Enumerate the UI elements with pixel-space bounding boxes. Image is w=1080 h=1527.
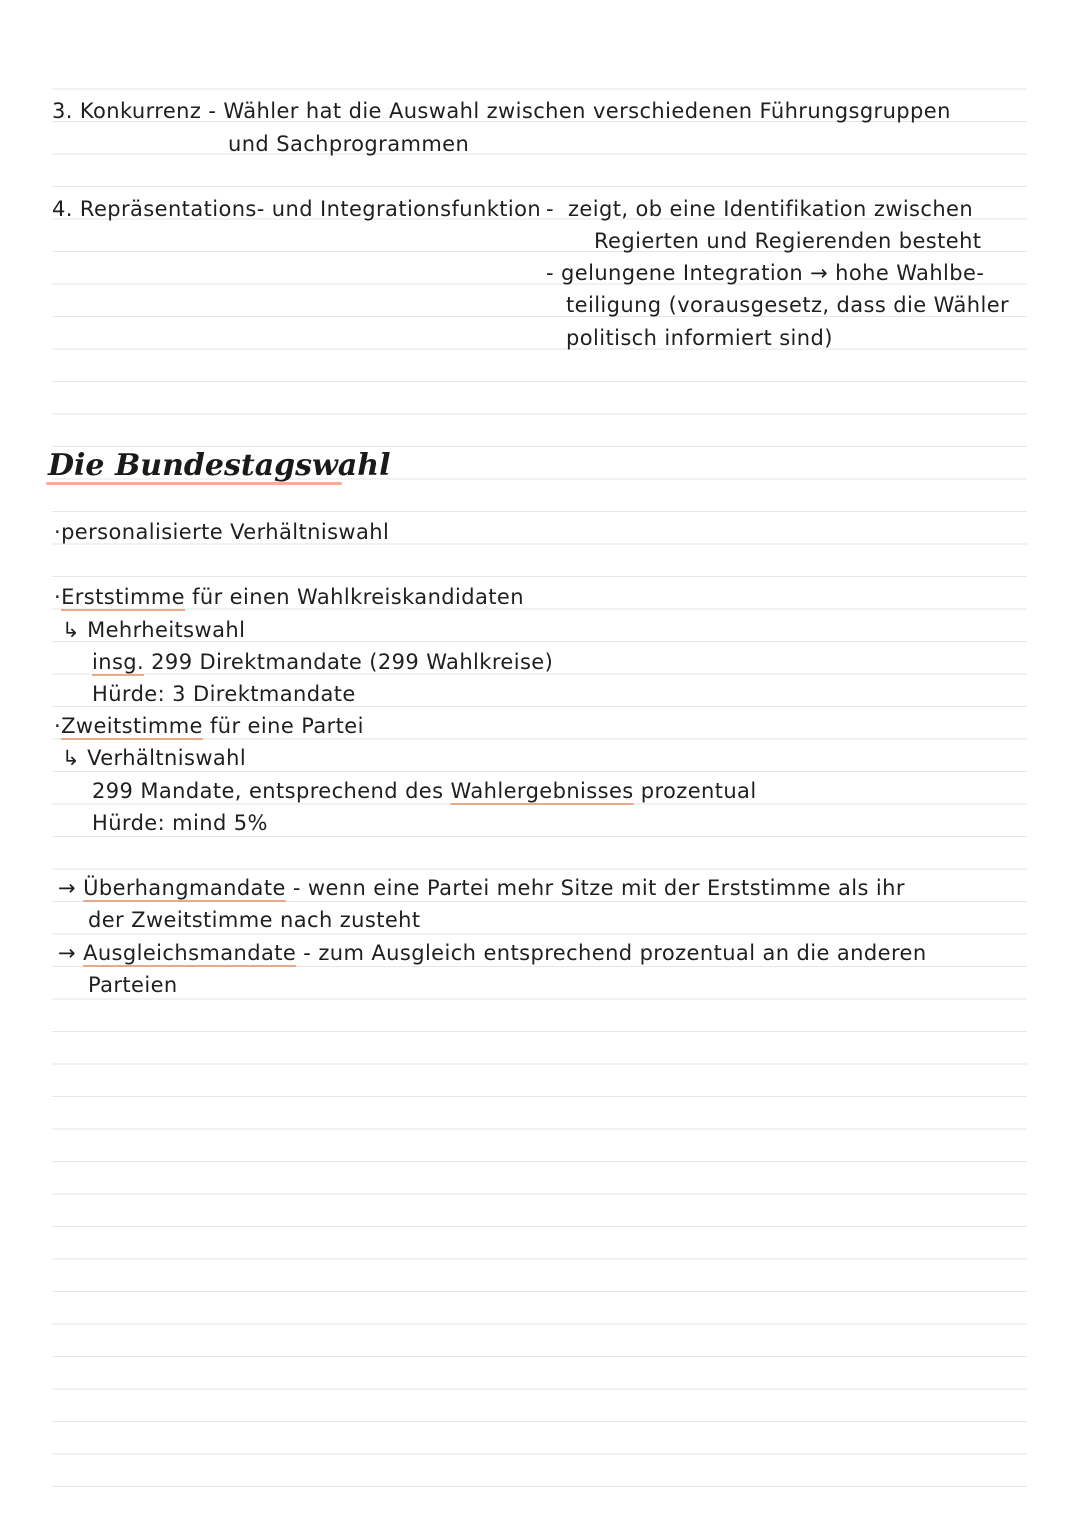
ausgleich-line1 [58, 940, 927, 966]
erststimme-term: Erststimme [61, 585, 185, 609]
section4-point2-line2: teiligung (vorausgesetz, dass die Wähler [566, 293, 1010, 317]
section4-dash: - [546, 197, 554, 221]
direktmandate-count: 299 Direktmandate (299 Wahlkreise) [144, 650, 554, 674]
erststimme-line [54, 584, 524, 610]
section4-point2-line1: - gelungene Integration → hohe Wahlbe- [546, 261, 985, 285]
erststimme-bullet: · [54, 585, 62, 609]
mandate-line [92, 778, 757, 804]
ueberhang-line1 [58, 875, 905, 901]
ueberhang-term: Überhangmandate [83, 876, 286, 900]
ausgleich-line2: Parteien [88, 973, 178, 997]
wahlergebnis-term: Wahlergebnisses [450, 779, 634, 803]
arrow-icon: → [58, 941, 76, 965]
verhaeltniswahl: ↳ Verhältniswahl [62, 746, 247, 770]
erststimme-description: für einen Wahlkreiskandidaten [185, 585, 524, 609]
zweitstimme-description: für eine Partei [202, 714, 364, 738]
zweitstimme-bullet: · [54, 714, 62, 738]
section4-point2-line3: politisch informiert sind) [566, 326, 833, 350]
zweitstimme-term: Zweitstimme [61, 714, 203, 738]
huerde-prozent: Hürde: mind 5% [92, 811, 268, 835]
ueberhang-line2: der Zweitstimme nach zusteht [88, 908, 421, 932]
section4-title: 4. Repräsentations- und Integrationsfunktion [52, 197, 542, 221]
mandate-prozentual: prozentual [633, 779, 757, 803]
section4-point1-line2: Regierten und Regierenden besteht [594, 229, 982, 253]
direktmandate-insg: insg. [92, 650, 145, 674]
section4-point1-line1: zeigt, ob eine Identifikation zwischen [568, 197, 974, 221]
arrow-icon: → [58, 876, 76, 900]
huerde-direktmandate: Hürde: 3 Direktmandate [92, 682, 356, 706]
mehrheitswahl: ↳ Mehrheitswahl [62, 618, 246, 642]
zweitstimme-line [54, 713, 364, 739]
section3-line2: und Sachprogrammen [228, 132, 470, 156]
ausgleich-term: Ausgleichsmandate [83, 941, 297, 965]
direktmandate-line [92, 649, 553, 675]
mandate-count: 299 Mandate, entsprechend des [92, 779, 451, 803]
page-heading: Die Bundestagswahl [48, 448, 391, 483]
ausgleich-description: - zum Ausgleich entsprechend prozentual an die anderen [296, 941, 927, 965]
ueberhang-description: - wenn eine Partei mehr Sitze mit der Erststimme als ihr [285, 876, 905, 900]
section3-line1: 3. Konkurrenz - Wähler hat die Auswahl zwischen verschiedenen Führungsgruppen [52, 99, 951, 123]
wahlsystem-type: ·personalisierte Verhältniswahl [54, 520, 390, 544]
